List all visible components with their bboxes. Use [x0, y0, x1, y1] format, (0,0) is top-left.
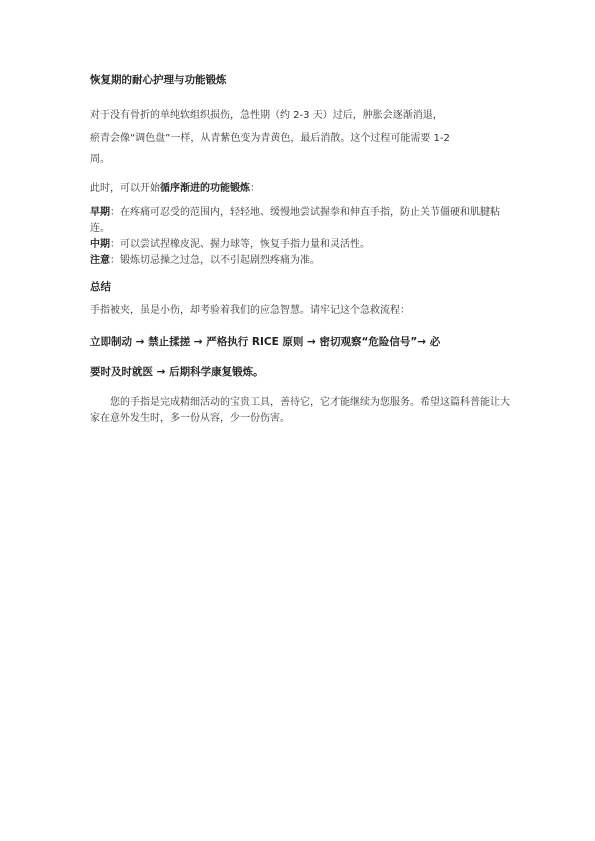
exercise-intro-suffix: ：: [250, 183, 260, 194]
exercise-item-sep: ：: [110, 207, 120, 218]
exercise-item-label: 注意: [90, 255, 110, 266]
exercise-item-early: [90, 205, 510, 237]
recovery-paragraph-line-1: 对于没有骨折的单纯软组织损伤，急性期（约 2-3 天）过后，肿胀会逐渐消退，: [90, 110, 443, 121]
exercise-item-label: 中期: [90, 239, 110, 250]
exercise-intro-prefix: 此时，可以开始: [90, 183, 160, 194]
exercise-item-middle: [90, 237, 510, 253]
exercise-list: [90, 205, 510, 269]
exercise-intro-bold: 循序渐进的功能锻炼: [160, 183, 250, 194]
exercise-item-sep: ：: [110, 255, 120, 266]
recovery-paragraph-line-2: 瘀青会像“调色盘”一样，从青紫色变为青黄色，最后消散。这个过程可能需要 1-2: [90, 133, 450, 144]
exercise-item-caution: [90, 253, 510, 269]
recovery-paragraph-line-3: 周。: [90, 154, 110, 165]
closing-paragraph: 您的手指是完成精细活动的宝贵工具，善待它，它才能继续为您服务。希望这篇科普能让大家在意外发生时，多一份从容，少一份伤害。: [90, 397, 510, 424]
document-page: [90, 72, 510, 427]
exercise-item-text: 锻炼切忌操之过急，以不引起剧烈疼痛为准。: [120, 255, 320, 266]
exercise-item-text: 可以尝试捏橡皮泥、握力球等，恢复手指力量和灵活性。: [120, 239, 370, 250]
exercise-item-sep: ：: [110, 239, 120, 250]
first-aid-flow-line-1: 立即制动 → 禁止揉搓 → 严格执行 RICE 原则 → 密切观察“危险信号”→ 必: [90, 336, 441, 348]
exercise-item-text: 在疼痛可忍受的范围内，轻轻地、缓慢地尝试握拳和伸直手指，防止关节僵硬和肌腱粘连。: [90, 207, 500, 234]
exercise-intro: [90, 181, 510, 197]
first-aid-flow: [90, 329, 510, 385]
section-heading-summary: 总结: [90, 281, 111, 293]
exercise-item-label: 早期: [90, 207, 110, 218]
section-heading-recovery: 恢复期的耐心护理与功能锻炼: [90, 74, 227, 86]
summary-intro: 手指被夹，虽是小伤，却考验着我们的应急智慧。请牢记这个急救流程：: [90, 305, 410, 316]
first-aid-flow-line-2: 要时及时就医 → 后期科学康复锻炼。: [90, 366, 264, 378]
recovery-paragraph: [90, 102, 510, 171]
